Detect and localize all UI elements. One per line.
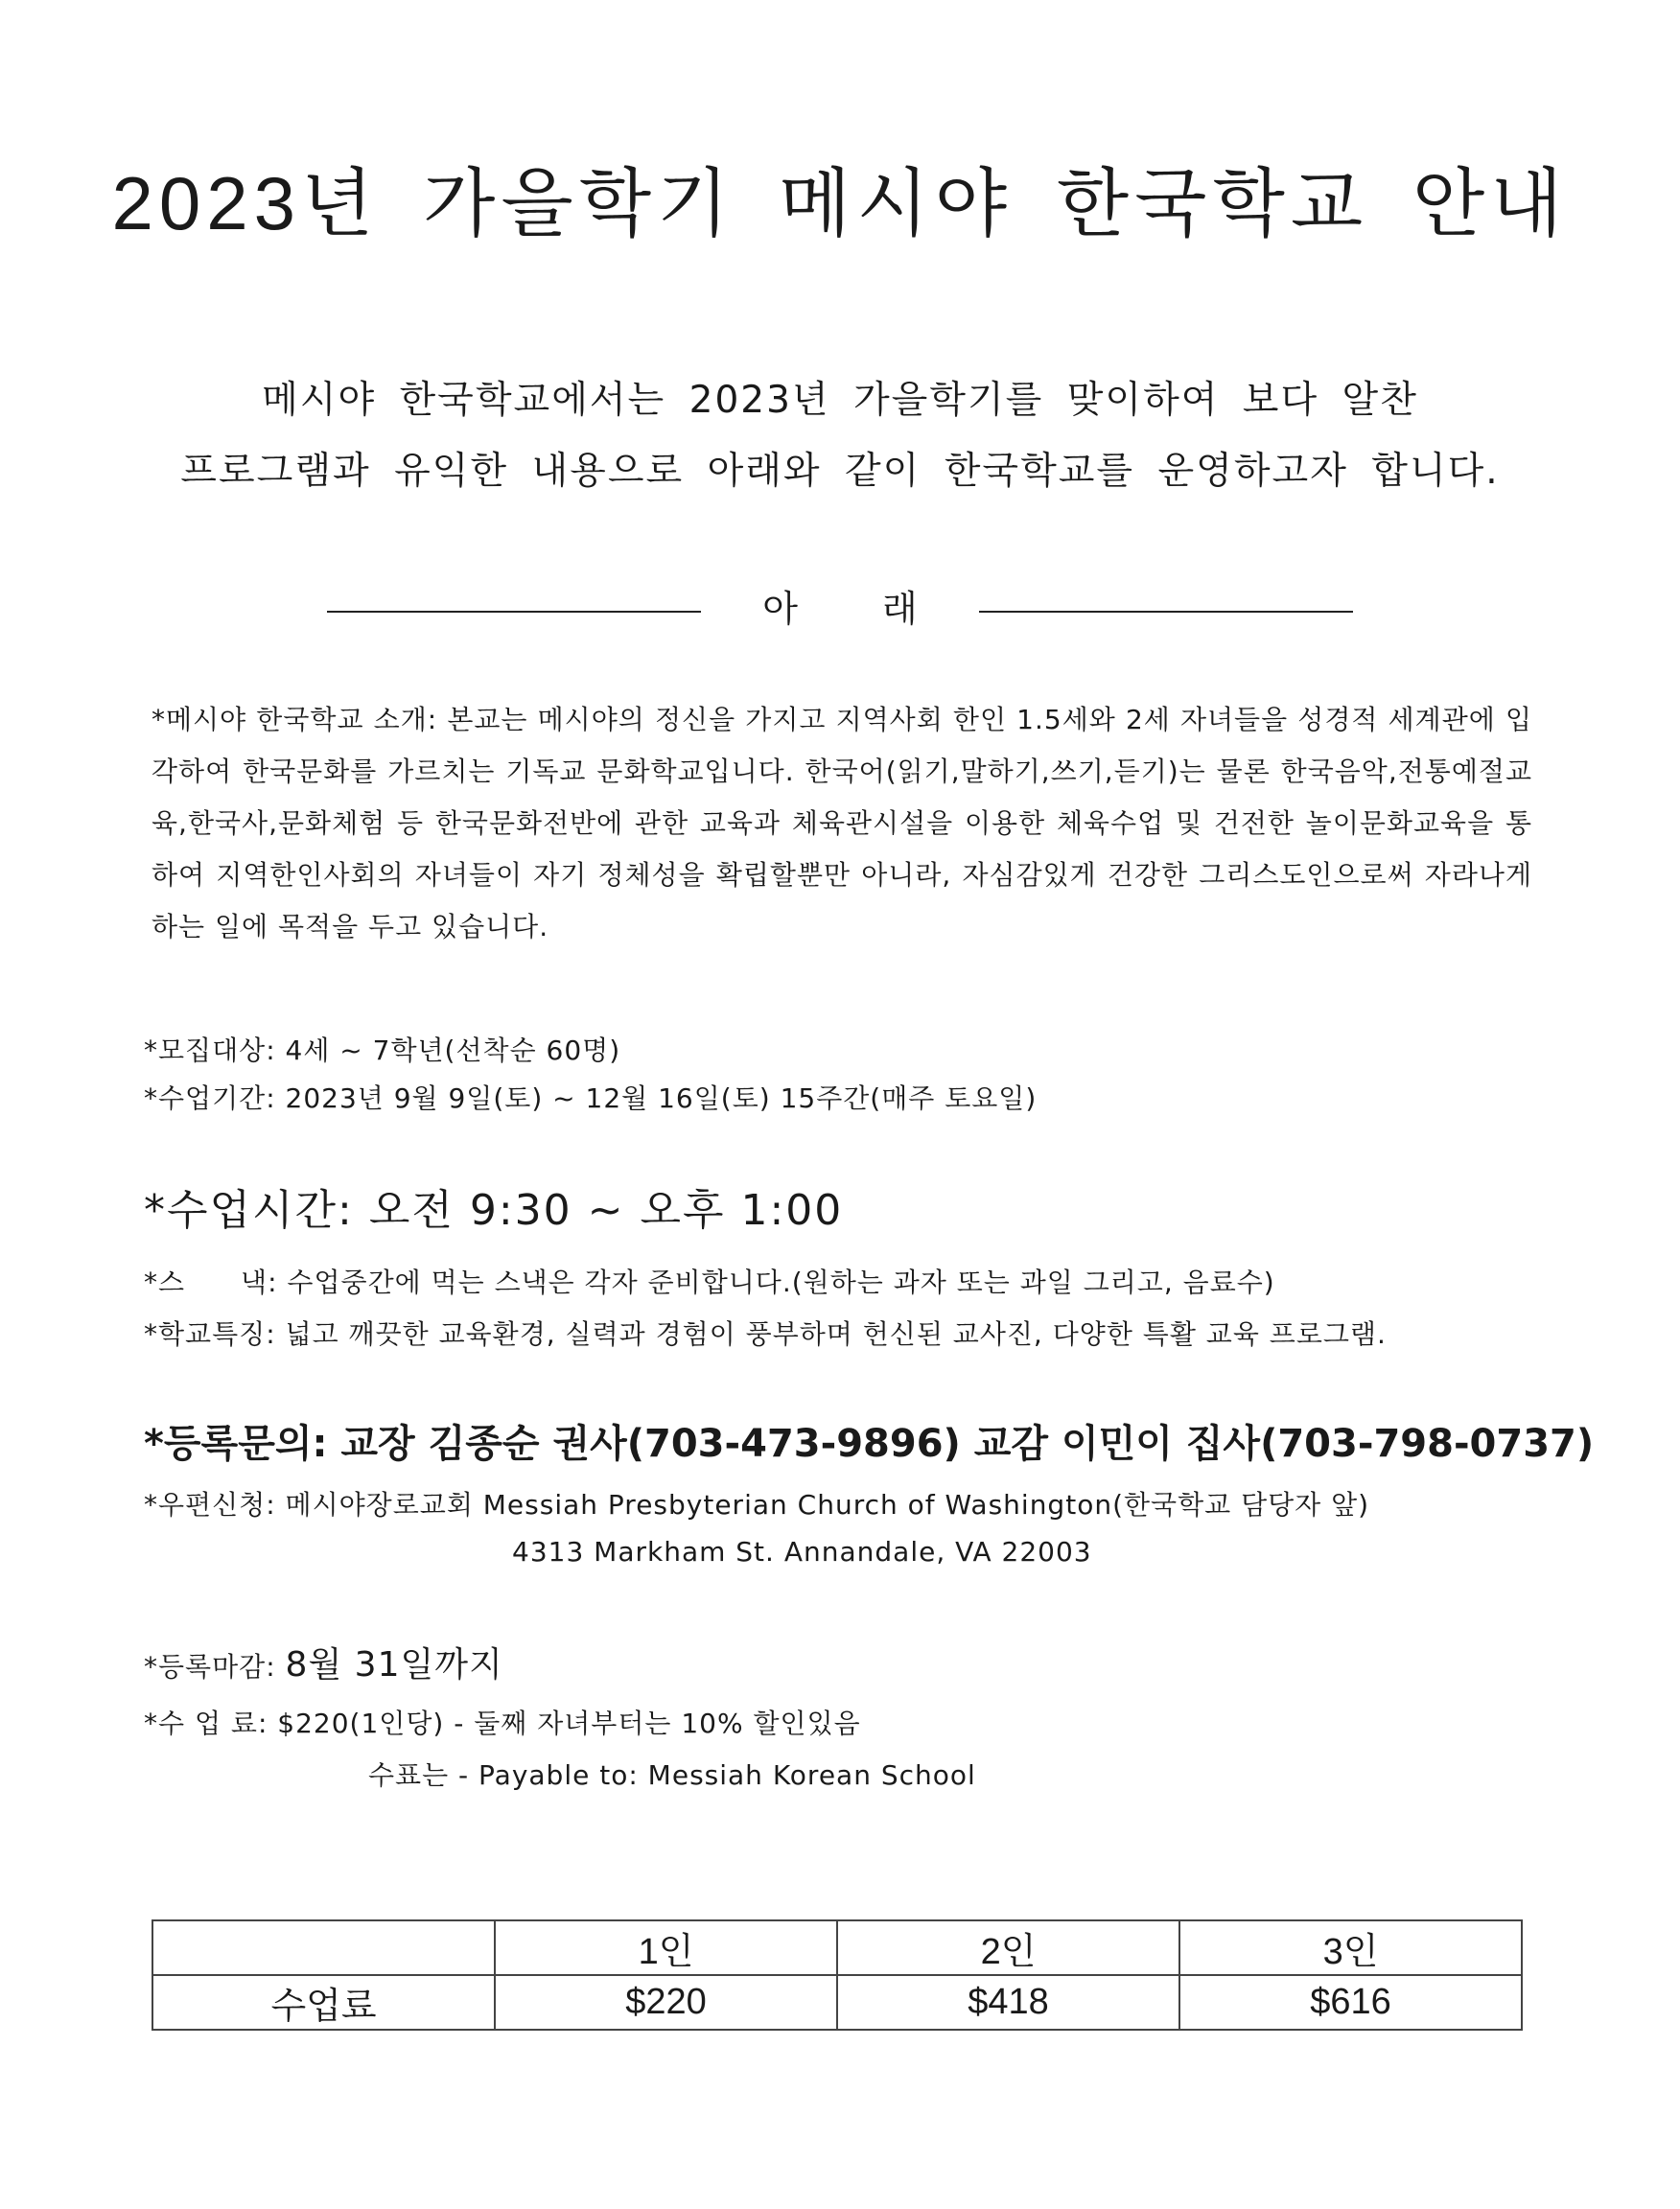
registration-contact: *등록문의: 교장 김종순 권사(703-473-9896) 교감 이민이 집사(703-798-0737) [144,1422,1595,1466]
class-period: *수업기간: 2023년 9월 9일(토) ~ 12월 16일(토) 15주간(매주 토요일) [144,1082,1038,1114]
tuition-info: *수 업 료: $220(1인당) - 둘째 자녀부터는 10% 할인있음 [144,1708,861,1739]
divider-word-right: 래 [882,588,918,630]
page-title: 2023년 가을학기 메시야 한국학교 안내 [111,161,1569,245]
intro-line-1: 메시야 한국학교에서는 2023년 가을학기를 맞이하여 보다 알찬 [262,379,1418,422]
table-header-cell: 3인 [1179,1920,1522,1975]
class-time: *수업시간: 오전 9:30 ~ 오후 1:00 [144,1186,844,1235]
divider-rule-right [979,611,1353,613]
tuition-table [152,1919,1523,2031]
school-features: *학교특징: 넓고 깨끗한 교육환경, 실력과 경험이 풍부하며 헌신된 교사진, 다양한 특활 교육 프로그램. [144,1318,1387,1350]
table-cell: $616 [1179,1975,1522,2030]
mail-address: 4313 Markham St. Annandale, VA 22003 [512,1536,1092,1568]
deadline-label: *등록마감: [144,1651,276,1683]
deadline-value: 8월 31일까지 [285,1645,503,1685]
table-cell: $418 [837,1975,1179,2030]
table-row [152,1975,1522,2030]
snack-info: *스 낵: 수업중간에 먹는 스낵은 각자 준비합니다.(원하는 과자 또는 과일 그리고, 음료수) [144,1267,1275,1298]
registration-deadline [144,1638,503,1686]
divider-word-left: 아 [762,588,798,630]
table-row-label: 수업료 [152,1975,495,2030]
school-introduction: *메시야 한국학교 소개: 본교는 메시야의 정신을 가지고 지역사회 한인 1.5세와 2세 자녀들을 성경적 세계관에 입각하여 한국문화를 가르치는 기독교 문화학교입니다. 한국어(읽기,말하기,쓰기,듣기)는 물론 한국음악,전통예절교육,한국사,문화체험 등 한국문화전반에 관한 교육과 체육관시설을 이용한 체육수업 및 건전한 놀이문화교육을 통하여 지역한인사회의 자녀들이 자기 정체성을 확립할뿐만 아니라, 자심감있게 건강한 그리스도인으로써 자라나게 하는 일에 목적을 두고 있습니다. [152,704,1532,942]
table-header-cell [152,1920,495,1975]
intro-line-2: 프로그램과 유익한 내용으로 아래와 같이 한국학교를 운영하고자 합니다. [180,450,1500,493]
recruit-target: *모집대상: 4세 ~ 7학년(선착순 60명) [144,1035,621,1066]
table-header-row [152,1920,1522,1975]
table-cell: $220 [495,1975,837,2030]
mail-application: *우편신청: 메시야장로교회 Messiah Presbyterian Church of Washington(한국학교 담당자 앞) [144,1489,1370,1521]
table-header-cell: 1인 [495,1920,837,1975]
table-header-cell: 2인 [837,1920,1179,1975]
section-divider [0,579,1680,632]
check-payable: 수표는 - Payable to: Messiah Korean School [368,1759,976,1791]
divider-rule-left [327,611,701,613]
